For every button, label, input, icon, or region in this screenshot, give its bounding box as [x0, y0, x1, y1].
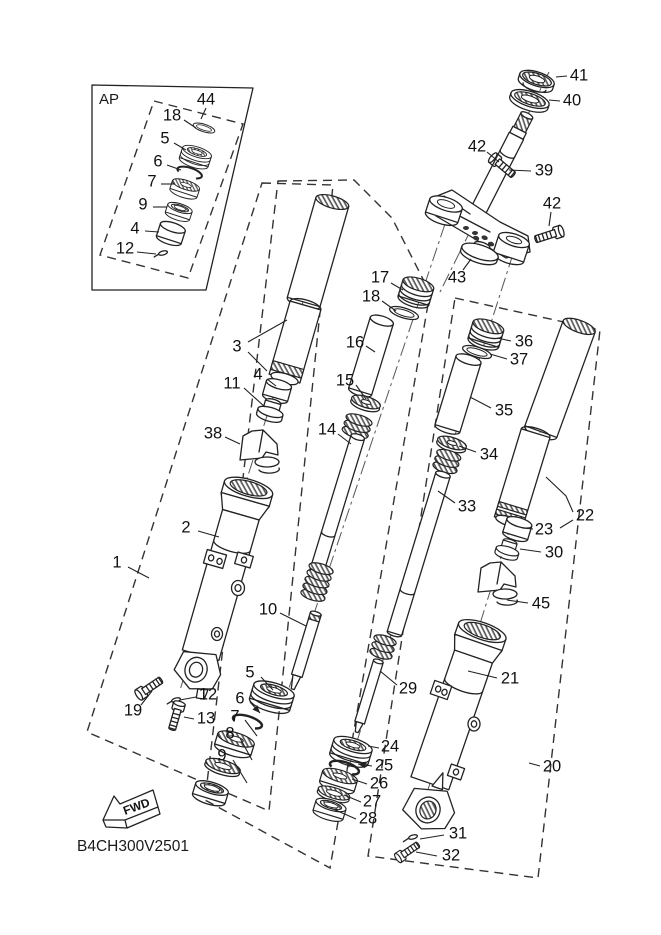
callout-33[interactable]: 33: [457, 497, 477, 516]
callout-10[interactable]: 10: [258, 600, 278, 619]
slide-bushing-9: [191, 778, 230, 809]
inner-tube-22-upper: [523, 315, 597, 443]
callout-9[interactable]: 9: [138, 195, 148, 214]
ap-box-label: AP: [99, 91, 120, 108]
callout-21[interactable]: 21: [500, 669, 520, 688]
callout-5[interactable]: 5: [245, 663, 255, 682]
leader-line-20: [529, 763, 540, 766]
callout-18[interactable]: 18: [162, 106, 182, 125]
callout-3[interactable]: 3: [232, 337, 242, 356]
callout-26[interactable]: 26: [369, 774, 389, 793]
callout-41[interactable]: 41: [569, 66, 589, 85]
callout-35[interactable]: 35: [494, 401, 514, 420]
callout-27[interactable]: 27: [362, 792, 382, 811]
leader-line-11: [244, 388, 265, 407]
oil-seal-7-ap: [168, 176, 201, 201]
collar-4-ap: [155, 219, 187, 248]
bolt-19: [133, 675, 164, 702]
callout-7[interactable]: 7: [230, 707, 240, 726]
reflector-bracket-38: [240, 430, 279, 473]
callout-32[interactable]: 32: [441, 846, 461, 865]
callout-38[interactable]: 38: [203, 424, 223, 443]
callout-22[interactable]: 22: [575, 506, 595, 525]
callout-17[interactable]: 17: [370, 268, 390, 287]
callout-14[interactable]: 14: [317, 420, 337, 439]
callout-45[interactable]: 45: [531, 594, 551, 613]
callout-2[interactable]: 2: [181, 518, 191, 537]
callout-28[interactable]: 28: [358, 809, 378, 828]
callout-4[interactable]: 4: [130, 219, 140, 238]
leader-line-38: [225, 437, 240, 444]
cable-ring-right: [468, 717, 480, 731]
spacer-35: [434, 351, 483, 436]
callout-4[interactable]: 4: [253, 365, 263, 384]
leader-line-37: [490, 354, 507, 359]
callout-9[interactable]: 9: [217, 746, 227, 765]
callout-42[interactable]: 42: [467, 137, 487, 156]
leader-line-41: [556, 76, 567, 77]
leader-line-22: [546, 477, 573, 512]
callout-19[interactable]: 19: [123, 701, 143, 720]
leader-line-22: [560, 520, 573, 528]
callout-6[interactable]: 6: [235, 689, 245, 708]
callout-43[interactable]: 43: [447, 268, 467, 287]
drawing-code: B4CH300V2501: [77, 838, 190, 855]
leader-line-32: [416, 852, 437, 856]
callout-36[interactable]: 36: [514, 332, 534, 351]
leader-line-30: [520, 549, 541, 552]
leader-line-12: [137, 252, 156, 254]
callout-31[interactable]: 31: [448, 824, 468, 843]
callout-8[interactable]: 8: [225, 724, 235, 743]
inner-tube-3-upper: [286, 192, 351, 313]
callout-15[interactable]: 15: [335, 371, 355, 390]
leader-line-10: [280, 613, 306, 626]
fwd-label: FWD: [121, 795, 152, 818]
bushing-9-ap: [164, 200, 193, 224]
callout-13[interactable]: 13: [196, 709, 216, 728]
oil-lock-piece-30: [494, 536, 522, 562]
callout-16[interactable]: 16: [345, 333, 365, 352]
cable-ring-a: [232, 581, 245, 596]
callout-23[interactable]: 23: [534, 520, 554, 539]
callout-25[interactable]: 25: [374, 756, 394, 775]
fork-seal-5: [247, 677, 296, 717]
reflector-bracket-45: [478, 562, 517, 605]
right-fork-leg: [393, 315, 597, 864]
leader-line-40: [549, 100, 560, 101]
cable-ring-b: [212, 628, 223, 641]
callout-20[interactable]: 20: [542, 757, 562, 776]
callout-7[interactable]: 7: [147, 172, 157, 191]
outer-tube-21: [406, 615, 508, 792]
damper-rod-33: [386, 470, 451, 638]
callout-39[interactable]: 39: [534, 161, 554, 180]
spring-seat-15: [349, 392, 382, 414]
spacer-16: [347, 313, 394, 399]
callout-6[interactable]: 6: [153, 152, 163, 171]
fwd-arrow: [103, 790, 160, 828]
callout-40[interactable]: 40: [562, 91, 582, 110]
damper-rod-10: [287, 610, 321, 691]
leader-line-25: [358, 764, 372, 766]
leader-line-42: [549, 212, 551, 226]
leader-line-4: [145, 231, 159, 232]
callout-5[interactable]: 5: [160, 129, 170, 148]
leader-line-13: [184, 717, 194, 719]
callout-18[interactable]: 18: [361, 287, 381, 306]
rebound-spring-10-coils: [300, 560, 335, 603]
o-ring-18: [388, 304, 420, 322]
cap-bolt-17: [396, 274, 435, 311]
leader-line-12: [180, 697, 196, 700]
gasket-pin-31: [402, 834, 418, 842]
damper-rod-14: [309, 432, 366, 577]
damper-rod-29: [352, 658, 384, 734]
pinch-bolt-42-right: [533, 225, 565, 246]
callout-34[interactable]: 34: [479, 445, 499, 464]
callout-30[interactable]: 30: [544, 543, 564, 562]
inner-tube-22-lower: [493, 424, 551, 530]
callout-1[interactable]: 1: [112, 553, 122, 572]
drain-bolt-13: [166, 700, 186, 732]
leader-line-31: [420, 835, 444, 839]
callout-44[interactable]: 44: [196, 90, 216, 109]
callout-12[interactable]: 12: [198, 685, 218, 704]
callout-37[interactable]: 37: [509, 350, 529, 369]
callout-12[interactable]: 12: [115, 239, 135, 258]
callout-24[interactable]: 24: [380, 737, 400, 756]
callout-29[interactable]: 29: [398, 679, 418, 698]
rebound-spring-29-coils: [369, 633, 398, 662]
outer-tube-2: [177, 473, 278, 662]
callout-42[interactable]: 42: [542, 194, 562, 213]
leader-line-35: [470, 397, 491, 408]
leader-line-29: [380, 671, 397, 685]
callout-11[interactable]: 11: [223, 374, 241, 393]
